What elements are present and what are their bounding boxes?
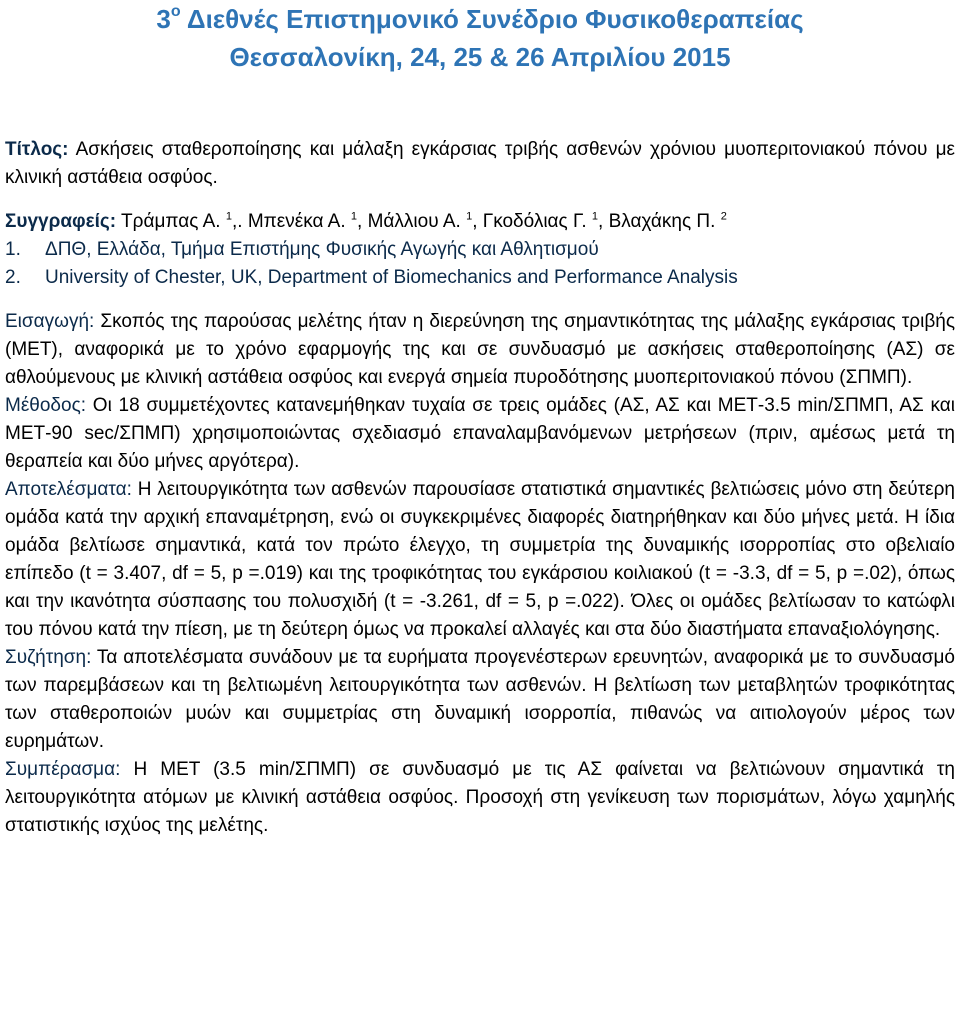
abstract-body bbox=[5, 308, 955, 840]
conclusion-label: Συμπέρασμα: bbox=[5, 759, 121, 780]
authors-section bbox=[5, 208, 955, 292]
conclusion-text: Η ΜΕΤ (3.5 min/ΣΠΜΠ) σε συνδυασμό με τις ΑΣ φαίνεται να βελτιώνουν σημαντικά τη λειτουργικότητα ατόμων με κλινική αστάθεια οσφύος. Προσοχή στη γενίκευση των πορισμάτων, λόγω χαμηλής στατιστικής ισχύος της μελέτης. bbox=[5, 759, 955, 836]
results-paragraph bbox=[5, 476, 955, 644]
results-label: Αποτελέσματα: bbox=[5, 479, 132, 500]
author-name: , Γκοδόλιας Γ. bbox=[472, 211, 592, 232]
title-text: Ασκήσεις σταθεροποίησης και μάλαξη εγκάρσιας τριβής ασθενών χρόνιου μυοπεριτονιακού πόνου με κλινική αστάθεια οσφύος. bbox=[5, 139, 955, 188]
conference-location-date: Θεσσαλονίκη, 24, 25 & 26 Απριλίου 2015 bbox=[229, 42, 731, 72]
intro-paragraph bbox=[5, 308, 955, 392]
conclusion-paragraph bbox=[5, 756, 955, 840]
method-text: Οι 18 συμμετέχοντες κατανεμήθηκαν τυχαία σε τρεις ομάδες (ΑΣ, ΑΣ και ΜΕΤ-3.5 min/ΣΠΜΠ, ΑΣ και ΜΕΤ-90 sec/ΣΠΜΠ) χρησιμοποιώντας σχεδιασμό επαναλαμβανόμενων μετρήσεων (πριν, αμέσως μετά τη θεραπεία και δύο μήνες αργότερα). bbox=[5, 395, 955, 472]
author-name: ,. Μπενέκα Α. bbox=[231, 211, 351, 232]
discussion-paragraph bbox=[5, 644, 955, 756]
affiliation-mark: 1 bbox=[466, 210, 473, 223]
title-label: Τίτλος: bbox=[5, 139, 69, 160]
results-text: Η λειτουργικότητα των ασθενών παρουσίασε στατιστικά σημαντικές βελτιώσεις μόνο στη δεύτερη ομάδα κατά την αρχική επαναμέτρηση, ενώ οι συγκεκριμένες διαφορές διατηρήθηκαν και δύο μήνες μετά. Η ίδια ομάδα βελτίωσε σημαντικά, κατά τον πρώτο έλεγχο, τη συμμετρία της δυναμικής ισορροπίας στο οβελιαίο επίπεδο (t = 3.407, df = 5, p =.019) και της τροφικότητας του εγκάρσιου κοιλιακού (t = -3.3, df = 5, p =.02), όπως και την ικανότητα σύσπασης του πολυσχιδή (t = -3.261, df = 5, p =.022). Όλες οι ομάδες βελτίωσαν το κατώφλι του πόνου κατά την πίεση, με τη δεύτερη όμως να προκαλεί αλλαγές και στα δύο διαστήματα επαναξιολόγησης. bbox=[5, 479, 955, 640]
method-label: Μέθοδος: bbox=[5, 395, 87, 416]
affiliation-mark: 1 bbox=[350, 210, 358, 223]
authors-line bbox=[5, 208, 955, 236]
paper-title bbox=[5, 136, 955, 192]
affiliation-item bbox=[5, 236, 955, 264]
author-name: Τράμπας Α. bbox=[116, 211, 226, 232]
document-page bbox=[5, 0, 955, 840]
discussion-text: Τα αποτελέσματα συνάδουν με τα ευρήματα προγενέστερων ερευνητών, αναφορικά με το συνδυασμό των παρεμβάσεων και τη βελτιωμένη λειτουργικότητα των ασθενών. Η βελτίωση των μεταβλητών τροφικότητας των σταθεροποιών μυών και συμμετρίας στη δυναμική ισορροπία, πιθανώς να αιτιολογούν μέρος των ευρημάτων. bbox=[5, 647, 955, 752]
conference-header bbox=[5, 0, 955, 76]
conference-name: Διεθνές Επιστημονικό Συνέδριο Φυσικοθεραπείας bbox=[180, 4, 804, 34]
method-paragraph bbox=[5, 392, 955, 476]
affiliation-item bbox=[5, 264, 955, 292]
edition-number: 3 bbox=[156, 4, 171, 34]
conference-title bbox=[5, 0, 955, 38]
authors-label: Συγγραφείς: bbox=[5, 211, 117, 232]
intro-text: Σκοπός της παρούσας μελέτης ήταν η διερεύνηση της σημαντικότητας της μάλαξης εγκάρσιας τριβής (ΜΕΤ), αναφορικά με το χρόνο εφαρμογής της και σε συνδυασμό με ασκήσεις σταθεροποίησης (ΑΣ) σε αθλούμενους με κλινική αστάθεια οσφύος και ενεργά σημεία πυροδότησης μυοπεριτονιακού πόνου (ΣΠΜΠ). bbox=[5, 311, 955, 388]
affiliation-text: ΔΠΘ, Ελλάδα, Τμήμα Επιστήμης Φυσικής Αγωγής και Αθλητισμού bbox=[45, 239, 599, 260]
affiliation-number: 1. bbox=[5, 239, 21, 260]
affiliation-number: 2. bbox=[5, 267, 21, 288]
affiliation-text: University of Chester, UK, Department of Biomechanics and Performance Analysis bbox=[45, 267, 738, 288]
author-name: , Μάλλιου Α. bbox=[357, 211, 467, 232]
affiliation-mark: 1 bbox=[591, 210, 599, 223]
author-name: , Βλαχάκης Π. bbox=[598, 211, 721, 232]
edition-ordinal: ο bbox=[170, 3, 181, 21]
affiliation-mark: 1 bbox=[225, 210, 232, 223]
intro-label: Εισαγωγή: bbox=[5, 311, 95, 332]
affiliation-mark: 2 bbox=[720, 210, 727, 223]
discussion-label: Συζήτηση: bbox=[5, 647, 92, 668]
